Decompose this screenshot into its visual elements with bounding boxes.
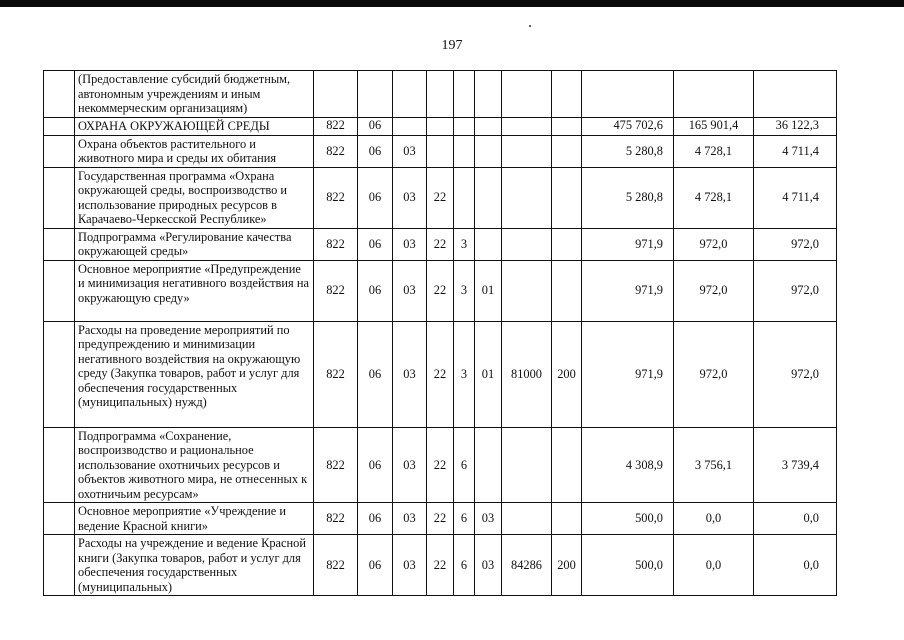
cell-c8 <box>552 503 582 535</box>
cell-c1: 822 <box>314 228 358 260</box>
cell-v2: 972,0 <box>674 260 754 321</box>
cell-c6 <box>475 427 502 503</box>
row-blank-cell <box>44 535 75 596</box>
cell-c3 <box>393 118 427 136</box>
cell-v3: 36 122,3 <box>754 118 837 136</box>
row-blank-cell <box>44 71 75 118</box>
cell-c4: 22 <box>427 260 454 321</box>
cell-c5 <box>454 71 475 118</box>
cell-v3: 0,0 <box>754 535 837 596</box>
cell-c6: 01 <box>475 260 502 321</box>
cell-c6: 03 <box>475 503 502 535</box>
cell-v3: 972,0 <box>754 228 837 260</box>
table-row <box>44 503 837 535</box>
cell-c1 <box>314 71 358 118</box>
budget-table <box>43 70 837 596</box>
cell-v3 <box>754 71 837 118</box>
row-blank-cell <box>44 321 75 427</box>
cell-c4: 22 <box>427 321 454 427</box>
cell-v1: 4 308,9 <box>582 427 674 503</box>
cell-c1: 822 <box>314 167 358 228</box>
cell-c4: 22 <box>427 427 454 503</box>
cell-c5: 3 <box>454 321 475 427</box>
cell-c6: 03 <box>475 535 502 596</box>
row-name: ОХРАНА ОКРУЖАЮЩЕЙ СРЕДЫ <box>75 118 314 136</box>
cell-c5: 6 <box>454 503 475 535</box>
cell-c8: 200 <box>552 535 582 596</box>
cell-c2: 06 <box>358 228 393 260</box>
cell-c6 <box>475 135 502 167</box>
cell-c2 <box>358 71 393 118</box>
cell-c4: 22 <box>427 167 454 228</box>
cell-v2: 165 901,4 <box>674 118 754 136</box>
cell-c8 <box>552 118 582 136</box>
table-row <box>44 535 837 596</box>
cell-c3: 03 <box>393 427 427 503</box>
cell-v1: 971,9 <box>582 228 674 260</box>
row-name: Подпрограмма «Регулирование качества окружающей среды» <box>75 228 314 260</box>
cell-c3: 03 <box>393 260 427 321</box>
cell-c1: 822 <box>314 260 358 321</box>
cell-c4: 22 <box>427 535 454 596</box>
cell-v1: 500,0 <box>582 535 674 596</box>
cell-v2: 972,0 <box>674 321 754 427</box>
cell-c8 <box>552 71 582 118</box>
row-blank-cell <box>44 135 75 167</box>
cell-c1: 822 <box>314 321 358 427</box>
cell-c4 <box>427 135 454 167</box>
cell-c6: 01 <box>475 321 502 427</box>
row-blank-cell <box>44 260 75 321</box>
cell-c8: 200 <box>552 321 582 427</box>
cell-c5: 6 <box>454 535 475 596</box>
cell-c1: 822 <box>314 118 358 136</box>
cell-c3: 03 <box>393 503 427 535</box>
cell-c8 <box>552 260 582 321</box>
cell-c8 <box>552 427 582 503</box>
cell-c5 <box>454 118 475 136</box>
cell-v2: 0,0 <box>674 503 754 535</box>
cell-c2: 06 <box>358 135 393 167</box>
cell-c4: 22 <box>427 503 454 535</box>
cell-c6 <box>475 71 502 118</box>
cell-c7: 81000 <box>502 321 552 427</box>
cell-c6 <box>475 118 502 136</box>
table-row <box>44 427 837 503</box>
cell-c1: 822 <box>314 535 358 596</box>
row-name: Подпрограмма «Сохранение, воспроизводство и рациональное использование охотничьих ресурсов и объектов животного мира, не отнесенных к охотничьим ресурсам» <box>75 427 314 503</box>
cell-c7: 84286 <box>502 535 552 596</box>
scan-speck <box>529 25 531 27</box>
cell-c5 <box>454 167 475 228</box>
cell-c2: 06 <box>358 427 393 503</box>
cell-c8 <box>552 135 582 167</box>
top-border <box>0 0 904 7</box>
row-blank-cell <box>44 427 75 503</box>
table-row <box>44 71 837 118</box>
row-blank-cell <box>44 503 75 535</box>
cell-v3: 972,0 <box>754 260 837 321</box>
cell-v1: 971,9 <box>582 321 674 427</box>
cell-v2: 3 756,1 <box>674 427 754 503</box>
cell-v3: 3 739,4 <box>754 427 837 503</box>
cell-v1: 5 280,8 <box>582 167 674 228</box>
cell-v3: 4 711,4 <box>754 135 837 167</box>
cell-v1: 475 702,6 <box>582 118 674 136</box>
cell-c2: 06 <box>358 503 393 535</box>
cell-c7 <box>502 427 552 503</box>
cell-c5: 3 <box>454 260 475 321</box>
page-number: 197 <box>441 38 463 53</box>
table-row <box>44 228 837 260</box>
cell-c4: 22 <box>427 228 454 260</box>
cell-c3 <box>393 71 427 118</box>
row-blank-cell <box>44 167 75 228</box>
cell-c3: 03 <box>393 167 427 228</box>
cell-v3: 0,0 <box>754 503 837 535</box>
table-row <box>44 321 837 427</box>
cell-v1: 971,9 <box>582 260 674 321</box>
row-name: Основное мероприятие «Предупреждение и минимизация негативного воздействия на окружающую среду» <box>75 260 314 321</box>
cell-c7 <box>502 118 552 136</box>
cell-c7 <box>502 135 552 167</box>
cell-c8 <box>552 167 582 228</box>
cell-c3: 03 <box>393 135 427 167</box>
cell-v3: 972,0 <box>754 321 837 427</box>
cell-c4 <box>427 118 454 136</box>
cell-c3: 03 <box>393 228 427 260</box>
cell-c8 <box>552 228 582 260</box>
cell-v2: 4 728,1 <box>674 135 754 167</box>
cell-v2: 4 728,1 <box>674 167 754 228</box>
cell-v1: 5 280,8 <box>582 135 674 167</box>
cell-v1 <box>582 71 674 118</box>
cell-c5: 3 <box>454 228 475 260</box>
cell-v2: 0,0 <box>674 535 754 596</box>
cell-c3: 03 <box>393 321 427 427</box>
cell-c1: 822 <box>314 135 358 167</box>
table-row <box>44 135 837 167</box>
row-name: Охрана объектов растительного и животного мира и среды их обитания <box>75 135 314 167</box>
row-name: (Предоставление субсидий бюджетным, автономным учреждениям и иным некоммерческим организациям) <box>75 71 314 118</box>
cell-v1: 500,0 <box>582 503 674 535</box>
row-name: Государственная программа «Охрана окружающей среды, воспроизводство и использование природных ресурсов в Карачаево-Черкесской Республике» <box>75 167 314 228</box>
cell-c1: 822 <box>314 427 358 503</box>
cell-c7 <box>502 228 552 260</box>
row-blank-cell <box>44 118 75 136</box>
cell-c2: 06 <box>358 167 393 228</box>
cell-c6 <box>475 167 502 228</box>
cell-c4 <box>427 71 454 118</box>
cell-c7 <box>502 503 552 535</box>
cell-v2 <box>674 71 754 118</box>
cell-c2: 06 <box>358 118 393 136</box>
row-name: Расходы на учреждение и ведение Красной книги (Закупка товаров, работ и услуг для обеспечения государственных (муниципальных) <box>75 535 314 596</box>
table-row <box>44 260 837 321</box>
table-row <box>44 118 837 136</box>
cell-c3: 03 <box>393 535 427 596</box>
cell-v3: 4 711,4 <box>754 167 837 228</box>
row-name: Расходы на проведение мероприятий по предупреждению и минимизации негативного воздействия на окружающую среду (Закупка товаров, работ и услуг для обеспечения государственных (муниципальных) нужд) <box>75 321 314 427</box>
cell-c2: 06 <box>358 321 393 427</box>
cell-c7 <box>502 167 552 228</box>
cell-c2: 06 <box>358 260 393 321</box>
row-blank-cell <box>44 228 75 260</box>
table-row <box>44 167 837 228</box>
cell-c7 <box>502 71 552 118</box>
cell-c6 <box>475 228 502 260</box>
cell-v2: 972,0 <box>674 228 754 260</box>
cell-c5: 6 <box>454 427 475 503</box>
cell-c7 <box>502 260 552 321</box>
row-name: Основное мероприятие «Учреждение и ведение Красной книги» <box>75 503 314 535</box>
cell-c1: 822 <box>314 503 358 535</box>
cell-c2: 06 <box>358 535 393 596</box>
cell-c5 <box>454 135 475 167</box>
